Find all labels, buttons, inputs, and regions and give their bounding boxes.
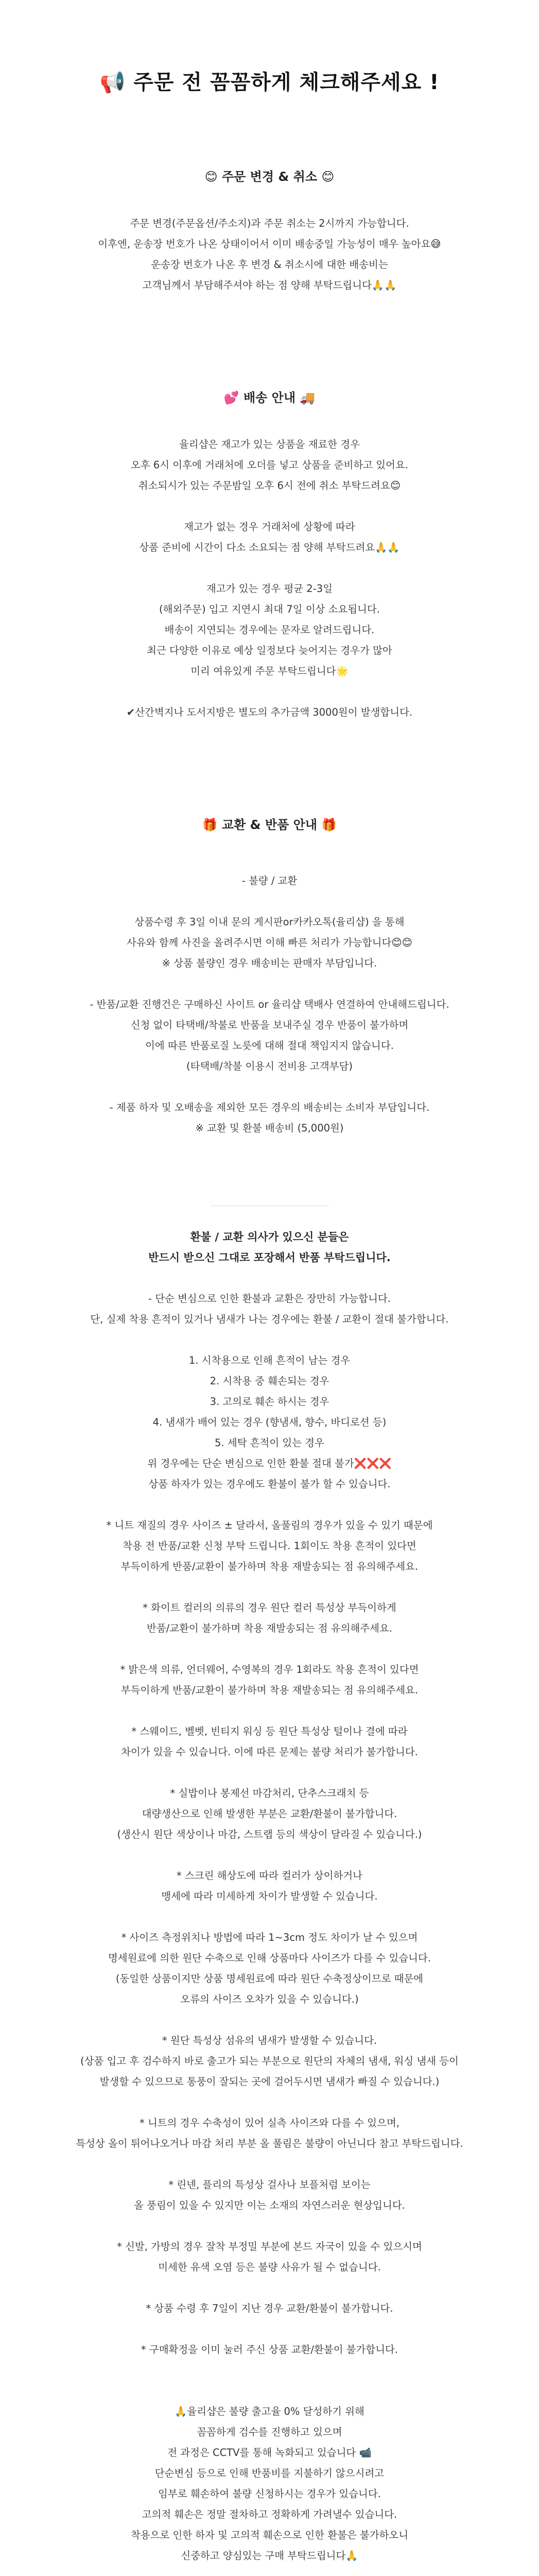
- exchange-line: 사유와 함께 사진을 올려주시면 이해 빠른 처리가 가능합니다😊😊: [127, 937, 412, 948]
- notice-line: 전 과정은 CCTV를 통해 녹화되고 있습니다 📹: [167, 2447, 372, 2459]
- notice-line: 맹세에 따라 미세하게 차이가 발생할 수 있습니다.: [161, 1890, 378, 1902]
- exchange-line: (타택배/착불 이용시 전비용 고객부담): [186, 1060, 353, 1072]
- notice-line: * 원단 특성상 섬유의 냄새가 발생할 수 있습니다.: [162, 2035, 377, 2046]
- notice-line: 단, 실제 착용 흔적이 있거나 냄새가 나는 경우에는 환불 / 교환이 절대 불가합니다.: [90, 1313, 449, 1325]
- notice-line: * 신발, 가방의 경우 잘착 부정밀 부분에 본드 자국이 있을 수 있으시며: [117, 2241, 422, 2252]
- order-line: 이후엔, 운송장 번호가 나온 상태이어서 이미 배송중일 가능성이 매우 높아요😅: [98, 238, 441, 250]
- delivery-line: 재고가 있는 경우 평균 2-3일: [206, 583, 333, 595]
- notice-line: 올 풍림이 있을 수 있지만 이는 소재의 자연스러운 현상입니다.: [134, 2199, 405, 2211]
- delivery-line: 오후 6시 이후에 거래처에 오더를 넣고 상품을 준비하고 있어요.: [130, 459, 409, 471]
- notice-line: * 스웨이드, 벨벳, 빈티지 워싱 등 원단 특성상 털이나 결에 따라: [131, 1725, 408, 1737]
- delivery-line: 취소되시가 있는 주문밤일 오후 6시 전에 취소 부탁드려요😊: [138, 480, 401, 492]
- notice-line: 명세원료에 의한 원단 수축으로 인해 상품마다 사이즈가 다를 수 있습니다.: [108, 1952, 431, 1964]
- notice-line: 위 경우에는 단순 변심으로 인한 환불 절대 불가❌❌❌: [147, 1458, 392, 1469]
- notice-line: 대량생산으로 인해 발생한 부분은 교환/환불이 불가합니다.: [142, 1808, 397, 1820]
- notice-line: 부득이하게 반품/교환이 불가하며 착용 재발송되는 점 유의해주세요.: [120, 1561, 419, 1572]
- exchange-line: - 반품/교환 진행건은 구매하신 사이트 or 율리샵 택배사 연결하여 안내해드립니다.: [90, 998, 449, 1010]
- notice-line: 3. 고의로 훼손 하시는 경우: [210, 1396, 329, 1408]
- notice-line: * 밝은색 의류, 언더웨어, 수영복의 경우 1회라도 착용 흔적이 있다면: [120, 1664, 419, 1675]
- notice-line: 반품/교환이 불가하며 착용 재발송되는 점 유의해주세요.: [146, 1622, 392, 1634]
- delivery-line: 미리 여유있게 주문 부탁드립니다🌟: [190, 665, 349, 677]
- notice-line: * 니트의 경우 수축성이 있어 실측 사이즈와 다를 수 있으며,: [140, 2117, 399, 2129]
- exchange-line: - 제품 하자 및 오배송을 제외한 모든 경우의 배송비는 소비자 부담입니다.: [109, 1101, 430, 1113]
- exchange-section: [0, 723, 539, 1139]
- notice-line: 착용 전 반품/교환 신청 부탁 드립니다. 1회이도 착용 흔적이 있다면: [123, 1540, 416, 1552]
- cs-section: [0, 2566, 539, 2576]
- notice-line: * 화이트 컬러의 의류의 경우 원단 컬러 특성상 부득이하게: [143, 1602, 396, 1614]
- notice-line: 오류의 사이즈 오차가 있을 수 있습니다.): [180, 1993, 359, 2005]
- notice-line: 차이가 있을 수 있습니다. 이에 따른 문제는 불량 처리가 불가합니다.: [121, 1746, 418, 1758]
- notice-line: * 니트 재질의 경우 사이즈 ± 달라서, 올풀림의 경우가 있을 수 있기 때문에: [106, 1519, 433, 1531]
- notice-line: (상품 입고 후 검수하지 바로 출고가 되는 부분으로 원단의 자체의 냄새, 워싱 냄새 등이: [80, 2055, 459, 2067]
- order-line: 운송장 번호가 나온 후 변경 & 취소시에 대한 배송비는: [151, 259, 388, 270]
- notice-line: 🙏율리샵은 불량 출고율 0% 달성하기 위해: [175, 2405, 364, 2417]
- notice-line: 임부로 훼손하여 불량 신청하시는 경우가 있습니다.: [158, 2488, 381, 2500]
- delivery-line: 율리샵은 재고가 있는 상품을 재료한 경우: [179, 438, 360, 450]
- notice-line: 신중하고 양심있는 구매 부탁드립니다🙏: [181, 2550, 358, 2562]
- notice-line: 착용으로 인한 하자 및 고의적 훼손으로 인한 환불은 불가하오니: [130, 2529, 409, 2541]
- exchange-intro: - 불량 / 교환: [241, 875, 298, 887]
- notice-line: (생산시 원단 색상이나 마감, 스트랩 등의 색상이 달라질 수 있습니다.): [117, 1828, 422, 1840]
- delivery-line: 재고가 없는 경우 거래처에 상황에 따라: [184, 521, 355, 533]
- exchange-section-title: 🎁 교환 & 반품 안내 🎁: [202, 818, 337, 832]
- order-line: 고객님께서 부담해주셔야 하는 점 양해 부탁드립니다🙏🙏: [142, 279, 397, 291]
- notice-line: 상품 하자가 있는 경우에도 환불이 불가 할 수 있습니다.: [148, 1478, 391, 1490]
- notice-line: * 린넨, 플리의 특성상 걸사나 보플처럼 보이는: [168, 2179, 371, 2191]
- notice-line: 특성상 올이 튀어나오거나 마감 처리 부분 올 풀림은 불량이 아닌니다 참고 부탁드립니다.: [76, 2138, 463, 2149]
- delivery-section-title: 💕 배송 안내 🚚: [223, 391, 316, 405]
- notice-line: * 사이즈 측정위치나 방법에 따라 1~3cm 정도 차이가 날 수 있으며: [121, 1931, 418, 1943]
- notice-line: * 구매확정을 이미 눌러 주신 상품 교환/환불이 불가합니다.: [141, 2344, 398, 2355]
- refund-notice-section: [0, 1139, 539, 2566]
- order-section-title: 😊 주문 변경 & 취소 😊: [204, 170, 335, 184]
- notice-line: 고의적 훼손은 정말 절차하고 정확하게 가려낼수 있습니다.: [142, 2509, 397, 2520]
- exchange-line: 신청 없이 타택배/착불로 반품을 보내주실 경우 반품이 불가하며: [130, 1019, 409, 1031]
- notice-line: 4. 냄새가 배어 있는 경우 (향냄새, 향수, 바디로션 등): [152, 1416, 387, 1428]
- notice-line: 꼼꼼하게 검수를 진행하고 있으며: [197, 2426, 342, 2438]
- notice-line: 부득이하게 반품/교환이 불가하며 착용 재발송되는 점 유의해주세요.: [120, 1684, 419, 1696]
- delivery-line: ✔산간벽지나 도서지방은 별도의 추가금액 3000원이 발생합니다.: [126, 706, 413, 718]
- exchange-line: ※ 교환 및 환불 배송비 (5,000원): [195, 1122, 344, 1134]
- order-section: [0, 95, 539, 296]
- notice-line: * 실밥이나 봉제선 마감처리, 단추스크래치 등: [170, 1787, 369, 1799]
- notice-line: 발생할 수 있으므로 통풍이 잘되는 곳에 걸어두시면 냄새가 빠질 수 있습니다.): [99, 2076, 440, 2088]
- refund-notice-title: 환불 / 교환 의사가 있으신 분들은: [190, 1231, 349, 1243]
- notice-line: * 상품 수령 후 7일이 지난 경우 교환/환불이 불가합니다.: [146, 2302, 393, 2314]
- delivery-line: 배송이 지연되는 경우에는 문자로 알려드립니다.: [164, 624, 375, 636]
- refund-notice-title: 반드시 받으신 그대로 포장해서 반품 부탁드립니다.: [148, 1251, 391, 1264]
- page-title: 📢 주문 전 꼼꼼하게 체크해주세요 !: [99, 71, 440, 94]
- delivery-line: 최근 다양한 이유로 예상 일정보다 늦어지는 경우가 많아: [147, 645, 392, 656]
- delivery-line: 상품 준비에 시간이 다소 소요되는 점 양해 부탁드려요🙏🙏: [139, 541, 400, 553]
- exchange-line: ※ 상품 불량인 경우 배송비는 판매자 부담입니다.: [162, 957, 377, 969]
- notice-line: * 스크린 해상도에 따라 컬러가 상이하거나: [177, 1870, 362, 1882]
- delivery-section: [0, 296, 539, 723]
- order-line: 주문 변경(주문옵션/주소지)과 주문 취소는 2시까지 가능합니다.: [130, 217, 409, 229]
- notice-line: - 단순 변심으로 인한 환불과 교환은 장만히 가능합니다.: [148, 1293, 391, 1304]
- exchange-line: 상품수령 후 3일 이내 문의 게시판or카카오톡(율리샵) 을 통해: [134, 916, 405, 928]
- notice-line: 단순변심 등으로 인해 반품비를 지불하기 않으시려고: [154, 2467, 385, 2479]
- notice-line: 1. 시착용으로 인해 흔적이 남는 경우: [188, 1354, 351, 1366]
- notice-line: 5. 세탁 흔적이 있는 경우: [215, 1437, 324, 1449]
- notice-line: (동일한 상품이지만 상품 명세원료에 따라 원단 수축정상이므로 때문에: [115, 1973, 424, 1985]
- notice-line: 미세한 유색 오염 등은 불량 사유가 될 수 없습니다.: [158, 2261, 381, 2273]
- notice-line: 2. 시착용 중 훼손되는 경우: [210, 1375, 329, 1387]
- delivery-line: (해외주문) 입고 지연시 최대 7일 이상 소요됩니다.: [159, 603, 380, 615]
- exchange-line: 이에 따른 반품로질 노릇에 대해 절대 책임지지 않습니다.: [145, 1040, 394, 1052]
